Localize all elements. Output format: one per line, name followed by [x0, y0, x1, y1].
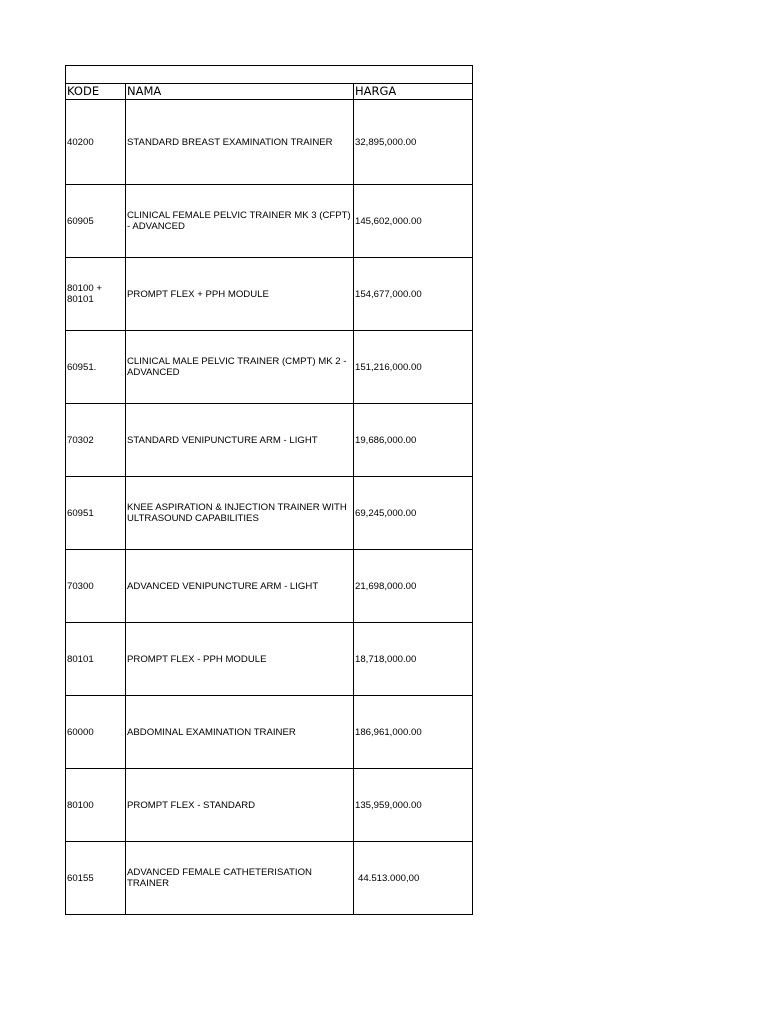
nama-cell: PROMPT FLEX - STANDARD: [126, 769, 354, 842]
harga-cell: 32,895,000.00: [354, 100, 473, 185]
kode-cell: 70302: [66, 404, 126, 477]
nama-cell: PROMPT FLEX + PPH MODULE: [126, 258, 354, 331]
table-row: [66, 258, 473, 331]
kode-cell: 80101: [66, 623, 126, 696]
nama-cell: ADVANCED FEMALE CATHETERISATION TRAINER: [126, 842, 354, 915]
table-row: [66, 842, 473, 915]
header-nama: NAMA: [126, 84, 354, 100]
header-kode: KODE: [66, 84, 126, 100]
kode-cell: 80100 + 80101: [66, 258, 126, 331]
harga-cell: 145,602,000.00: [354, 185, 473, 258]
kode-cell: 60000: [66, 696, 126, 769]
table-row: [66, 477, 473, 550]
nama-cell: CLINICAL MALE PELVIC TRAINER (CMPT) MK 2 - ADVANCED: [126, 331, 354, 404]
kode-cell: 40200: [66, 100, 126, 185]
harga-cell: 44.513.000,00: [354, 842, 473, 915]
kode-cell: 70300: [66, 550, 126, 623]
nama-cell: STANDARD BREAST EXAMINATION TRAINER: [126, 100, 354, 185]
harga-cell: 186,961,000.00: [354, 696, 473, 769]
blank-top-cell: [66, 66, 473, 84]
price-list-table: [65, 65, 473, 915]
harga-cell: 19,686,000.00: [354, 404, 473, 477]
kode-cell: 60905: [66, 185, 126, 258]
table-row: [66, 100, 473, 185]
harga-cell: 21,698,000.00: [354, 550, 473, 623]
nama-cell: STANDARD VENIPUNCTURE ARM - LIGHT: [126, 404, 354, 477]
nama-cell: CLINICAL FEMALE PELVIC TRAINER MK 3 (CFPT) - ADVANCED: [126, 185, 354, 258]
nama-cell: KNEE ASPIRATION & INJECTION TRAINER WITH ULTRASOUND CAPABILITIES: [126, 477, 354, 550]
table-row: [66, 331, 473, 404]
kode-cell: 60155: [66, 842, 126, 915]
nama-cell: ABDOMINAL EXAMINATION TRAINER: [126, 696, 354, 769]
header-row: [66, 84, 473, 100]
nama-cell: PROMPT FLEX - PPH MODULE: [126, 623, 354, 696]
table-row: [66, 769, 473, 842]
table-row: [66, 696, 473, 769]
header-harga: HARGA: [354, 84, 473, 100]
table-row: [66, 404, 473, 477]
table-row: [66, 550, 473, 623]
kode-cell: 60951: [66, 477, 126, 550]
harga-cell: 135,959,000.00: [354, 769, 473, 842]
kode-cell: 60951.: [66, 331, 126, 404]
kode-cell: 80100: [66, 769, 126, 842]
harga-cell: 69,245,000.00: [354, 477, 473, 550]
harga-cell: 154,677,000.00: [354, 258, 473, 331]
blank-top-row: [66, 66, 473, 84]
table-row: [66, 185, 473, 258]
table-row: [66, 623, 473, 696]
nama-cell: ADVANCED VENIPUNCTURE ARM - LIGHT: [126, 550, 354, 623]
harga-cell: 18,718,000.00: [354, 623, 473, 696]
harga-cell: 151,216,000.00: [354, 331, 473, 404]
